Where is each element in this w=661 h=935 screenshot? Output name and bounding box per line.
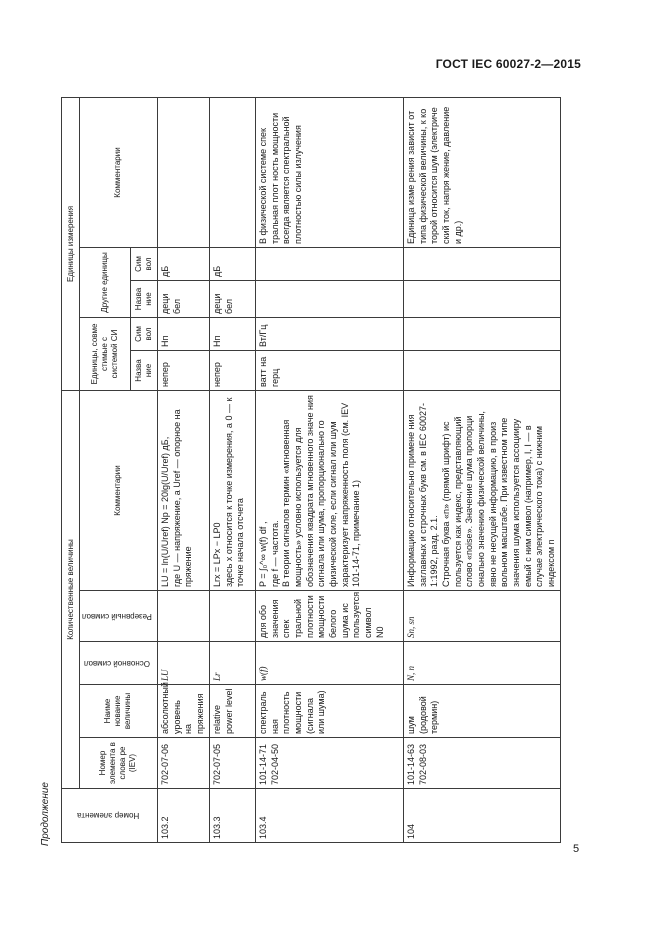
cell-other-name: деци бел: [157, 280, 209, 317]
cell-other-symbol: [403, 247, 560, 280]
cell-other-name: [255, 280, 403, 317]
cell-name: шум (родовой термин): [403, 685, 560, 738]
header-main-symbol: Основной символ: [80, 642, 158, 685]
cell-main-symbol: w(f): [255, 642, 403, 685]
header-unit-comments: Комментарии: [80, 97, 158, 247]
cell-unit-comment: [157, 97, 209, 247]
header-row-2: [80, 97, 131, 842]
standard-code: ГОСТ IEC 60027-2—2015: [435, 57, 581, 71]
cell-reserve-symbol: [157, 591, 209, 642]
cell-other-name: деци бел: [209, 280, 255, 317]
cell-si-name: [403, 350, 560, 390]
cell-si-symbol: [403, 317, 560, 350]
header-element-number: Номер элемента: [62, 789, 158, 843]
cell-main-symbol: LU: [157, 642, 209, 685]
cell-other-name: [403, 280, 560, 317]
cell-comment: Lrx = LPx − LP0 здесь х относится к точке измерения, а 0 — к точке начала отсчета: [209, 390, 255, 590]
cell-comment: P = ∫₀^∞ w(f) df , где f — частота. В теории сигналов термин «мгновенная мощность» условно используется для обозначения квадрата мгновенного значе ния сигнала или шума, пропорционально го физической силе, если сигнал или шум характеризует напряженность поля (см. IEV 101-14-71, примечание 1): [255, 390, 403, 590]
cell-comment: Информацию относительно примене ния заглавных и строчных букв см. в IEC 60027-1:1992, разд. 2.1. Строчная буква «n» (прямой шрифт) ис пользуется как индекс, представляющий слово «noise». Значение шума пропорци онально значению физической величины, явно не несущей информацию, в произ вольном масштабе. При известном типе значения шума используется ассоцииру емый с ним символ (например, I, I — в случае электрического тока) с нижним индексом n: [403, 390, 560, 590]
continuation-label: Продолжение: [40, 782, 51, 846]
cell-si-symbol: Нп: [209, 317, 255, 350]
header-units-group: Единицы измерения: [62, 97, 80, 390]
table-row: [255, 97, 403, 842]
header-si-compatible: Единицы, совме стимые с системой СИ: [80, 317, 131, 390]
cell-si-name: непер: [209, 350, 255, 390]
cell-main-symbol: N, n: [403, 642, 560, 685]
cell-other-symbol: [255, 247, 403, 280]
rotated-table-container: [61, 98, 557, 843]
cell-name: relative power level: [209, 685, 255, 738]
header-other-units: Другие единицы: [80, 247, 131, 317]
page-number: 5: [573, 843, 580, 855]
table-row: [403, 97, 560, 842]
cell-iev: 702-07-05: [209, 738, 255, 789]
cell-num: 104: [403, 789, 560, 843]
header-row-1: [62, 97, 80, 842]
table-row: [209, 97, 255, 842]
header-quantity-name: Наиме нование величины: [80, 685, 158, 738]
header-reserve-symbol: Резервный символ: [80, 591, 158, 642]
cell-reserve-symbol: для обо значения спек тральной плотности мощности белого шума ис пользуется символ N0: [255, 591, 403, 642]
cell-num: 103.4: [255, 789, 403, 843]
cell-unit-comment: [209, 97, 255, 247]
cell-iev: 101-14-63 702-08-03: [403, 738, 560, 789]
cell-si-symbol: Вт/Гц: [255, 317, 403, 350]
cell-iev: 702-07-06: [157, 738, 209, 789]
header-quantities-group: Количественные величины: [62, 390, 80, 788]
cell-si-symbol: Нп: [157, 317, 209, 350]
cell-si-name: непер: [157, 350, 209, 390]
header-comments: Комментарии: [80, 390, 158, 590]
quantities-table: [61, 97, 561, 843]
cell-comment: LU = ln(U/Uref) Np = 20lg(U/Uref) дБ, где U — напряжение, а Uref — опорное на пряжение: [157, 390, 209, 590]
cell-reserve-symbol: Sn, sn: [403, 591, 560, 642]
header-si-name: Назва ние: [130, 350, 157, 390]
cell-num: 103.3: [209, 789, 255, 843]
cell-unit-comment: Единица изме рения зависит от типа физической величины, к ко торой относится шум (электриче ский ток, напря жение, давление и др.): [403, 97, 560, 247]
cell-unit-comment: В физической системе спек тральная плот ность мощности всегда является спектральной плотностью силы излучения: [255, 97, 403, 247]
cell-main-symbol: Lr: [209, 642, 255, 685]
cell-reserve-symbol: [209, 591, 255, 642]
header-si-symbol: Сим вол: [130, 317, 157, 350]
header-other-name: Назва ние: [130, 280, 157, 317]
header-iev-number: Номер элемента в слова ре (IEV): [80, 738, 158, 789]
table-row: [157, 97, 209, 842]
cell-num: 103.2: [157, 789, 209, 843]
cell-iev: 101-14-71 702-04-50: [255, 738, 403, 789]
cell-name: спектраль ная плотность мощности (сигнала или шума): [255, 685, 403, 738]
cell-other-symbol: дБ: [157, 247, 209, 280]
header-other-symbol: Сим вол: [130, 247, 157, 280]
cell-si-name: ватт на герц: [255, 350, 403, 390]
cell-other-symbol: дБ: [209, 247, 255, 280]
cell-name: абсолютный уровень на пряжения: [157, 685, 209, 738]
